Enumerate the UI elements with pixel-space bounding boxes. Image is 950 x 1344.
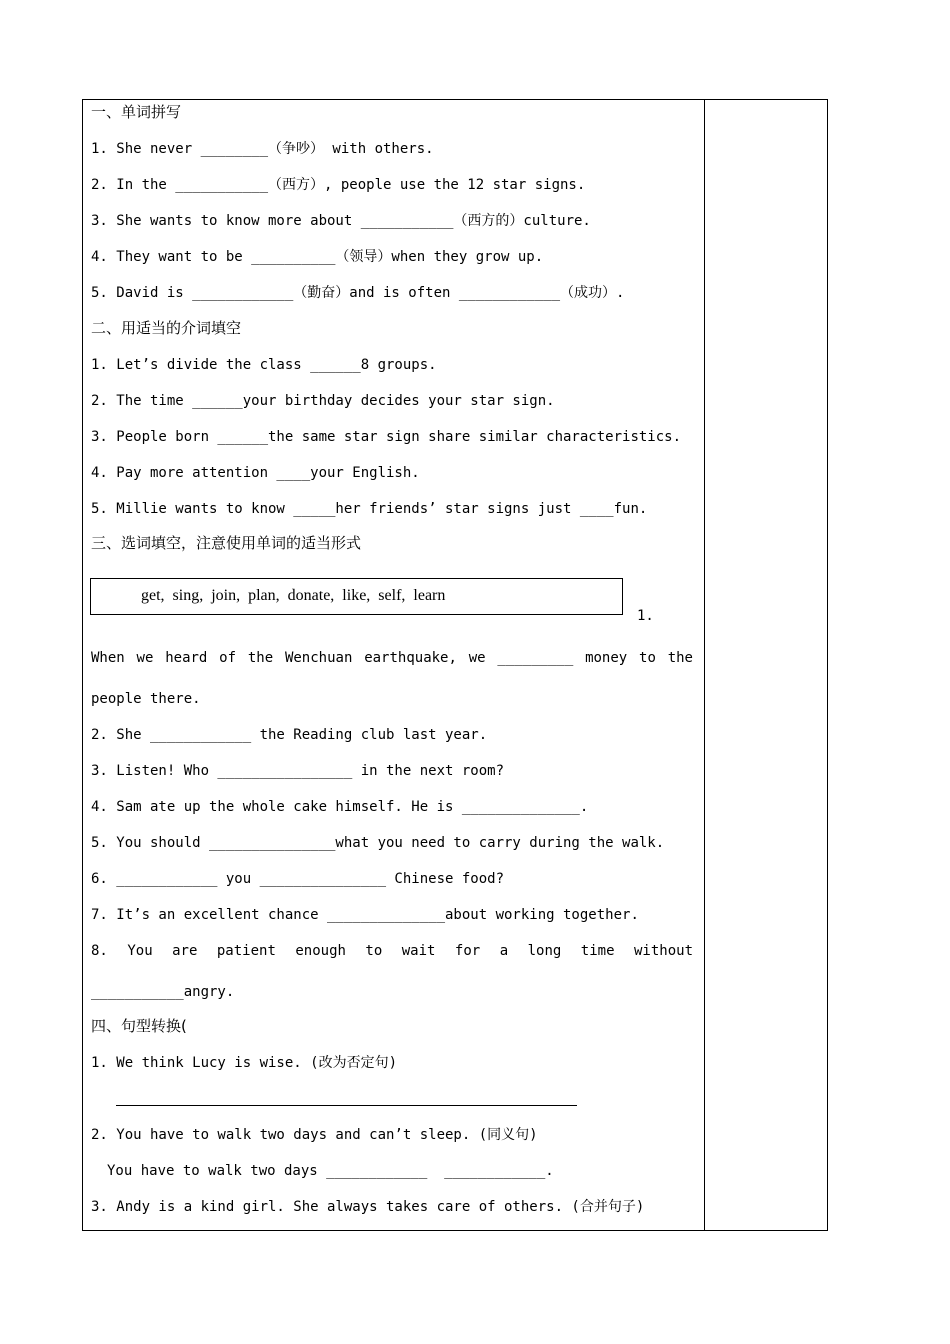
section3-heading: 三、选词填空，注意使用单词的适当形式 [91, 534, 362, 552]
section2-heading: 二、用适当的介词填空 [91, 319, 242, 337]
section1-heading: 一、单词拼写 [91, 103, 182, 121]
section3-item: When we heard of the Wenchuan earthquake, we _________ money to the [91, 650, 693, 666]
word-bank-box [90, 578, 623, 615]
section2-item: 2. The time ______your birthday decides your star sign. [91, 393, 555, 409]
section1-item: 5. David is ____________（勤奋）and is often ____________（成功）. [91, 285, 625, 301]
section3-item-continuation: ___________angry. [91, 984, 235, 1000]
section1-item: 3. She wants to know more about ___________（西方的）culture. [91, 213, 591, 229]
section1-item: 1. She never ________（争吵） with others. [91, 141, 434, 157]
section2-item: 3. People born ______the same star sign share similar characteristics. [91, 429, 682, 445]
section2-item: 1. Let’s divide the class ______8 groups. [91, 357, 437, 373]
section3-item: 5. You should _______________what you need to carry during the walk. [91, 835, 665, 851]
section3-item: 2. She ____________ the Reading club last year. [91, 727, 488, 743]
section4-item-answer: You have to walk two days ____________ ____________. [107, 1163, 554, 1179]
section3-item-number: 1. [637, 608, 654, 624]
answer-line [116, 1105, 577, 1106]
section3-item: 6. ____________ you _______________ Chinese food? [91, 871, 505, 887]
section3-item: 8. You are patient enough to wait for a long time without [91, 943, 693, 959]
section1-item: 4. They want to be __________（领导）when they grow up. [91, 249, 544, 265]
section4-item: 2. You have to walk two days and can’t sleep. (同义句) [91, 1127, 538, 1143]
section1-item: 2. In the ___________（西方）, people use the 12 star signs. [91, 177, 586, 193]
section3-item: 3. Listen! Who ________________ in the next room? [91, 763, 505, 779]
side-column-divider [704, 100, 705, 1230]
word-bank-text: get, sing, join, plan, donate, like, self, learn [141, 587, 446, 604]
section4-heading: 四、句型转换( [91, 1017, 187, 1035]
section3-item: 4. Sam ate up the whole cake himself. He is ______________. [91, 799, 589, 815]
section3-item-continuation: people there. [91, 691, 201, 707]
section4-item: 1. We think Lucy is wise. (改为否定句) [91, 1055, 398, 1071]
section3-item: 7. It’s an excellent chance ______________about working together. [91, 907, 639, 923]
section2-item: 5. Millie wants to know _____her friends’ star signs just ____fun. [91, 501, 648, 517]
section4-item: 3. Andy is a kind girl. She always takes care of others. (合并句子) [91, 1199, 645, 1215]
section2-item: 4. Pay more attention ____your English. [91, 465, 420, 481]
